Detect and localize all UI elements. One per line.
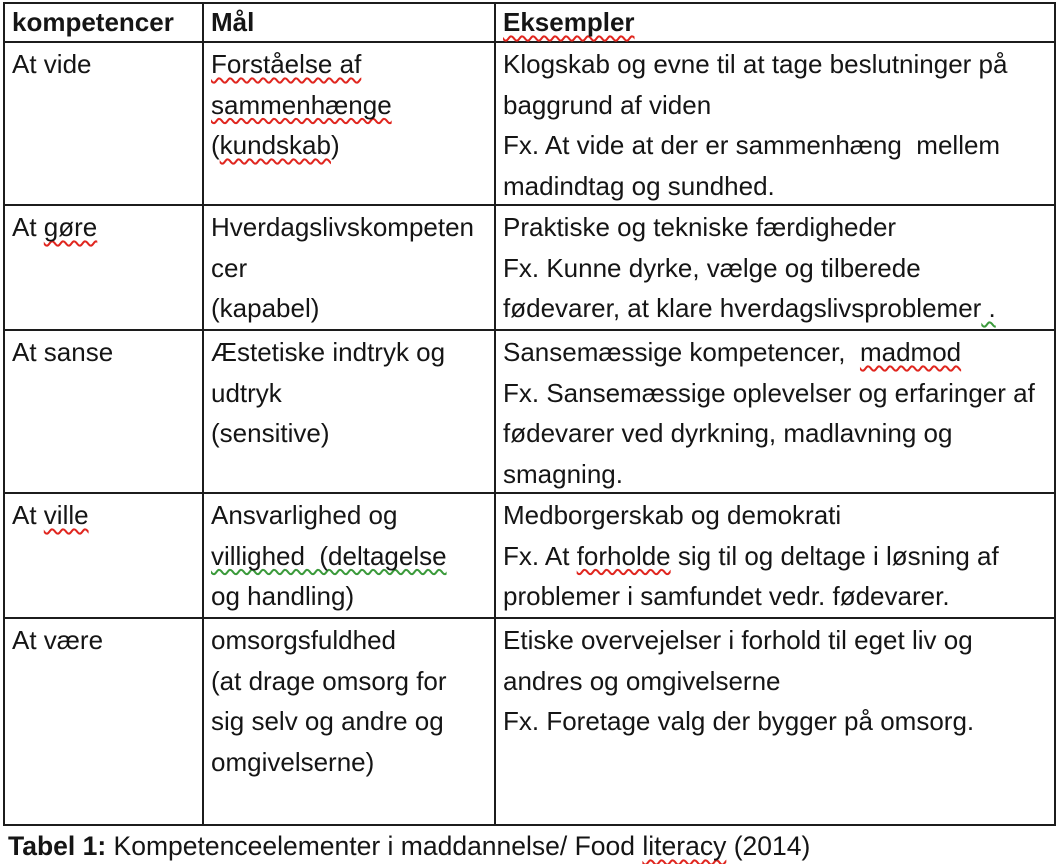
text-line: Klogskab og evne til at tage beslutninger på bbox=[503, 49, 1008, 79]
text-line: At være bbox=[12, 625, 104, 655]
text-line: Forståelse af bbox=[211, 49, 362, 79]
text-line: Ansvarlighed og bbox=[211, 500, 398, 530]
text-segment: ) bbox=[330, 130, 340, 160]
text-line bbox=[12, 207, 202, 248]
cell-maal bbox=[204, 206, 496, 331]
text-segment: fødevarer, at klare hverdagslivsproblemer bbox=[503, 293, 982, 323]
text-segment: At bbox=[12, 212, 44, 242]
cell-maal bbox=[204, 331, 496, 494]
caption-text: (2014) bbox=[726, 831, 811, 861]
text-line: udtryk bbox=[211, 377, 282, 408]
header-kompetencer: kompetencer bbox=[5, 4, 204, 43]
cell-kompetence bbox=[5, 494, 204, 619]
text-line bbox=[211, 125, 494, 166]
text-line: og handling) bbox=[211, 581, 355, 611]
text-line: Fx. Sansemæssige oplevelser og erfaringer af bbox=[503, 377, 1035, 408]
text-line: Fx. Foretage valg der bygger på omsorg. bbox=[503, 706, 975, 736]
text-line: baggrund af viden bbox=[503, 89, 712, 120]
text-line: madindtag og sundhed. bbox=[503, 170, 775, 201]
spellcheck-flagged-word: literacy bbox=[642, 831, 727, 861]
cell-eksempler bbox=[496, 43, 1056, 206]
cell-kompetence bbox=[5, 619, 204, 826]
spellcheck-flagged-word: kundskab bbox=[219, 130, 331, 160]
grammar-flagged-text: . bbox=[981, 293, 996, 323]
text-segment: Fx. At bbox=[503, 540, 577, 571]
text-line: At vide bbox=[12, 49, 92, 79]
text-line bbox=[503, 332, 1054, 373]
cell-maal bbox=[204, 494, 496, 619]
cell-eksempler bbox=[496, 619, 1056, 826]
text-line: sig selv og andre og bbox=[211, 706, 444, 736]
text-line: villighed (deltagelse bbox=[211, 540, 447, 571]
text-line: Hverdagslivskompeten bbox=[211, 212, 475, 242]
text-line: (at drage omsorg for bbox=[211, 665, 447, 696]
cell-maal bbox=[204, 619, 496, 826]
caption-label: Tabel 1: bbox=[8, 831, 107, 861]
text-line: At sanse bbox=[12, 337, 114, 367]
header-maal: Mål bbox=[204, 4, 496, 43]
cell-eksempler bbox=[496, 494, 1056, 619]
caption-text: Kompetenceelementer i maddannelse/ Food bbox=[106, 831, 643, 861]
text-line: omsorgsfuldhed bbox=[211, 625, 396, 655]
text-line: Etiske overvejelser i forhold til eget liv og bbox=[503, 625, 973, 655]
text-line bbox=[12, 495, 202, 536]
header-eksempler bbox=[496, 4, 1056, 43]
spellcheck-flagged-word: gøre bbox=[43, 212, 98, 242]
text-line: Æstetiske indtryk og bbox=[211, 337, 446, 367]
spellcheck-flagged-word: Eksempler bbox=[503, 7, 635, 37]
text-segment: sig til og deltage i løsning af bbox=[670, 540, 999, 571]
text-line: smagning. bbox=[503, 458, 623, 489]
competence-table bbox=[3, 2, 1056, 826]
text-segment: At bbox=[12, 500, 44, 530]
text-segment: Sansemæssige kompetencer, bbox=[503, 337, 860, 367]
text-line: Fx. Kunne dyrke, vælge og tilberede bbox=[503, 252, 921, 283]
spellcheck-flagged-word: madmod bbox=[859, 337, 962, 367]
text-line bbox=[503, 288, 1054, 329]
table-caption bbox=[8, 831, 810, 861]
cell-kompetence bbox=[5, 206, 204, 331]
text-line: Medborgerskab og demokrati bbox=[503, 500, 842, 530]
text-line: (kapabel) bbox=[211, 293, 320, 323]
text-line: cer bbox=[211, 252, 248, 283]
cell-kompetence bbox=[5, 43, 204, 206]
text-line: Fx. At vide at der er sammenhæng mellem bbox=[503, 130, 1001, 160]
text-line: omgivelserne) bbox=[211, 746, 375, 777]
text-line bbox=[503, 536, 1054, 577]
text-line: (sensitive) bbox=[211, 418, 330, 448]
text-line: fødevarer ved dyrkning, madlavning og bbox=[503, 418, 953, 448]
text-line: Praktiske og tekniske færdigheder bbox=[503, 212, 897, 242]
cell-eksempler bbox=[496, 331, 1056, 494]
cell-eksempler bbox=[496, 206, 1056, 331]
spellcheck-flagged-word: ville bbox=[43, 500, 89, 530]
cell-kompetence bbox=[5, 331, 204, 494]
cell-maal bbox=[204, 43, 496, 206]
text-line: problemer i samfundet vedr. fødevarer. bbox=[503, 581, 950, 611]
text-line: andres og omgivelserne bbox=[503, 665, 781, 696]
text-line: sammenhænge bbox=[211, 89, 392, 120]
spellcheck-flagged-word: forholde bbox=[576, 540, 671, 571]
text-segment: ( bbox=[211, 130, 220, 160]
